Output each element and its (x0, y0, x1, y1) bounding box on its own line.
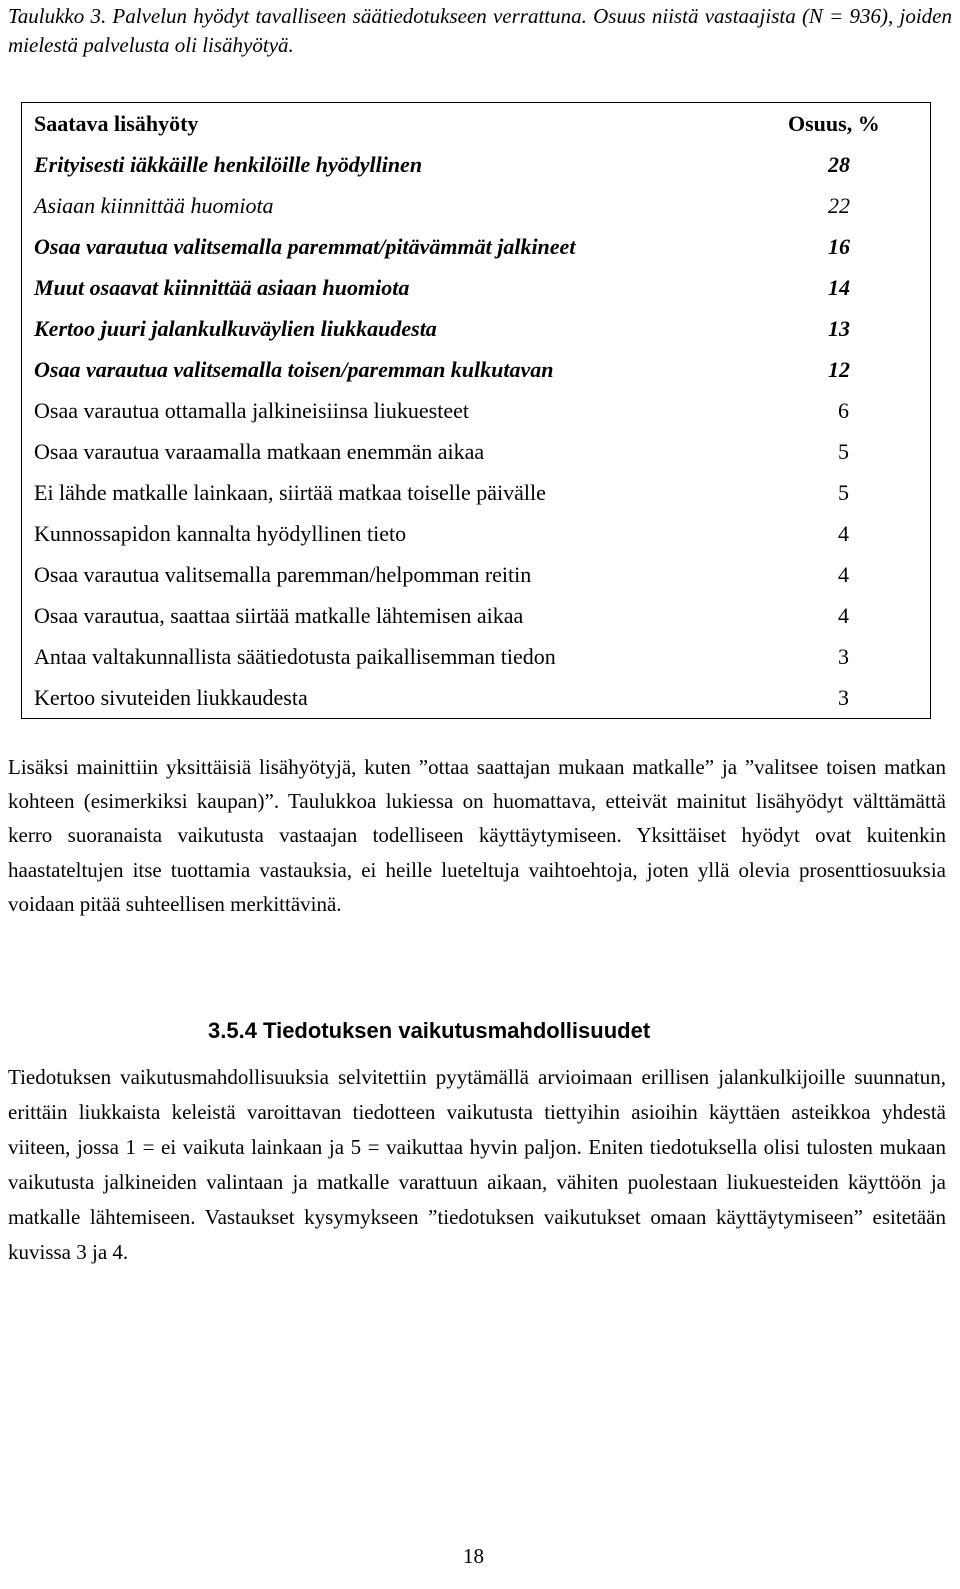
row-value: 28 (828, 151, 850, 177)
table-row (22, 677, 931, 719)
table-row (22, 349, 931, 390)
row-value: 12 (828, 356, 850, 382)
row-value: 3 (838, 643, 849, 669)
row-label: Asiaan kiinnittää huomiota (34, 192, 274, 218)
row-value: 13 (828, 315, 850, 341)
table-row (22, 595, 931, 636)
row-value: 4 (838, 520, 849, 546)
row-value: 4 (838, 602, 849, 628)
row-label: Osaa varautua, saattaa siirtää matkalle lähtemisen aikaa (34, 602, 524, 628)
table-caption: Taulukko 3. Palvelun hyödyt tavalliseen säätiedotukseen verrattuna. Osuus niistä vastaajista (N = 936), joiden mielestä palvelusta oli lisähyötyä. (8, 4, 952, 57)
table-row (22, 390, 931, 431)
row-value: 3 (838, 684, 849, 710)
row-value: 6 (838, 397, 849, 423)
row-value: 22 (828, 192, 850, 218)
row-label: Osaa varautua varaamalla matkaan enemmän aikaa (34, 438, 485, 464)
body-paragraph-2: Tiedotuksen vaikutusmahdollisuuksia selvitettiin pyytämällä arvioimaan erillisen jalankulkijoille suunnatun, erittäin liukkaista keleistä varoittavan tiedotteen vaikutusta tiettyihin asioihin käyttäen asteikkoa yhdestä viiteen, jossa 1 = ei vaikuta lainkaan ja 5 = vaikuttaa hyvin paljon. Eniten tiedotuksella olisi tulosten mukaan vaikutusta jalkineiden valintaan ja matkalle varattuun aikaan, vähiten puolestaan liukuesteiden käyttöön ja matkalle lähtemiseen. Vastaukset kysymykseen ”tiedotuksen vaikutukset omaan käyttäytymiseen” esitetään kuvissa 3 ja 4. (8, 1065, 946, 1264)
row-label: Erityisesti iäkkäille henkilöille hyödyllinen (34, 151, 423, 177)
row-label: Kertoo sivuteiden liukkaudesta (34, 684, 308, 710)
table-row (22, 554, 931, 595)
row-value: 5 (838, 479, 849, 505)
table-row (22, 431, 931, 472)
table-row (22, 144, 931, 185)
row-value: 14 (828, 274, 850, 300)
row-value: 16 (828, 233, 850, 259)
row-label: Ei lähde matkalle lainkaan, siirtää matkaa toiselle päivälle (34, 479, 546, 505)
page-number: 18 (463, 1544, 484, 1568)
header-label: Saatava lisähyöty (34, 110, 199, 136)
table-header-row (22, 103, 931, 145)
benefits-table (21, 102, 931, 719)
table-row (22, 308, 931, 349)
row-label: Osaa varautua ottamalla jalkineisiinsa liukuesteet (34, 397, 469, 423)
section-heading: 3.5.4 Tiedotuksen vaikutusmahdollisuudet (208, 1018, 651, 1043)
row-value: 5 (838, 438, 849, 464)
table-row (22, 267, 931, 308)
table-row (22, 226, 931, 267)
body-paragraph-1: Lisäksi mainittiin yksittäisiä lisähyötyjä, kuten ”ottaa saattajan mukaan matkalle” ja ”valitsee toisen matkan kohteen (esimerkiksi kaupan)”. Taulukkoa lukiessa on huomattava, etteivät mainitut lisähyödyt välttämättä kerro suoranaista vaikutusta vastaajan todelliseen käyttäytymiseen. Yksittäiset hyödyt ovat kuitenkin haastateltujen itse tuottamia vastauksia, ei heille lueteltuja vaihtoehtoja, joten yllä olevia prosenttiosuuksia voidaan pitää suhteellisen merkittävinä. (8, 755, 946, 916)
row-label: Kertoo juuri jalankulkuväylien liukkaudesta (34, 315, 437, 341)
row-label: Kunnossapidon kannalta hyödyllinen tieto (34, 520, 407, 546)
table-row (22, 185, 931, 226)
row-label: Osaa varautua valitsemalla paremman/helpomman reitin (34, 561, 532, 587)
row-label: Muut osaavat kiinnittää asiaan huomiota (34, 274, 410, 300)
table-row (22, 472, 931, 513)
table-row (22, 636, 931, 677)
table-row (22, 513, 931, 554)
row-label: Antaa valtakunnallista säätiedotusta paikallisemman tiedon (34, 643, 556, 669)
row-label: Osaa varautua valitsemalla toisen/paremman kulkutavan (34, 356, 554, 382)
row-value: 4 (838, 561, 849, 587)
header-value: Osuus, % (788, 110, 880, 136)
row-label: Osaa varautua valitsemalla paremmat/pitävämmät jalkineet (34, 233, 576, 259)
